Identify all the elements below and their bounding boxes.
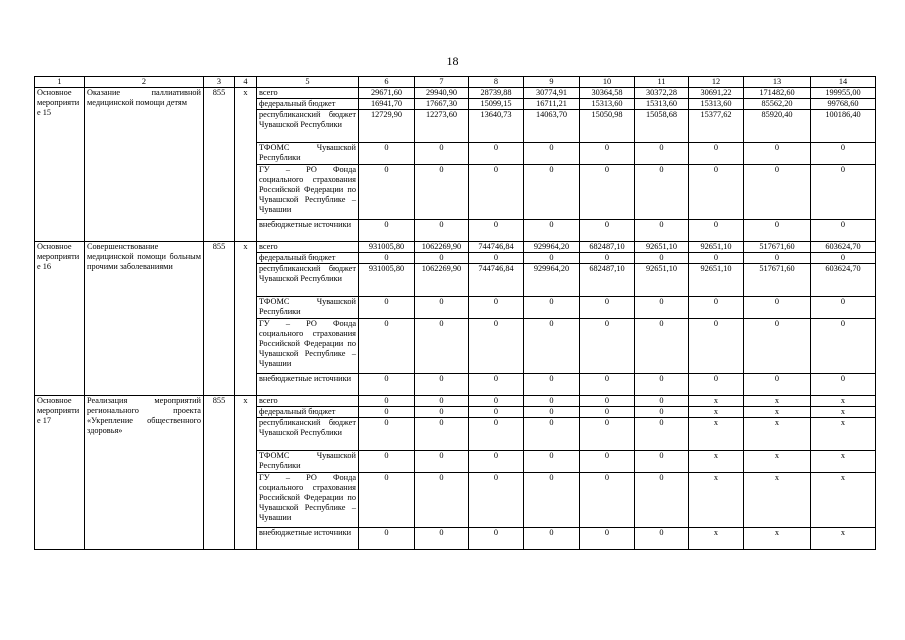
amount-cell: 0 (635, 528, 689, 550)
column-header: 12 (689, 77, 744, 88)
amount-cell: 0 (415, 253, 469, 264)
amount-cell: 0 (580, 374, 635, 396)
amount-cell: 0 (744, 143, 811, 165)
page-number: 18 (446, 54, 459, 68)
amount-cell: 682487,10 (580, 242, 635, 253)
amount-cell: 603624,70 (811, 264, 876, 297)
amount-cell: 0 (635, 451, 689, 473)
amount-cell: 0 (689, 253, 744, 264)
column-header: 11 (635, 77, 689, 88)
amount-cell: 0 (469, 297, 524, 319)
amount-cell: x (689, 407, 744, 418)
column-header: 2 (85, 77, 204, 88)
amount-cell: 0 (580, 165, 635, 220)
amount-cell: 0 (580, 143, 635, 165)
amount-cell: 0 (359, 165, 415, 220)
amount-cell: 0 (689, 319, 744, 374)
code-cell: 855 (204, 396, 235, 550)
amount-cell: 0 (635, 374, 689, 396)
amount-cell: 15313,60 (689, 99, 744, 110)
amount-cell: x (689, 396, 744, 407)
table-row (35, 242, 876, 253)
funding-source-cell: всего (257, 88, 359, 99)
amount-cell: 0 (689, 297, 744, 319)
amount-cell: 0 (524, 528, 580, 550)
column-header: 9 (524, 77, 580, 88)
amount-cell: x (811, 528, 876, 550)
amount-cell: 1062269,90 (415, 264, 469, 297)
amount-cell: 0 (580, 418, 635, 451)
amount-cell: 0 (359, 220, 415, 242)
amount-cell: 0 (524, 451, 580, 473)
amount-cell: 0 (811, 143, 876, 165)
amount-cell: 744746,84 (469, 264, 524, 297)
measure-name-cell: Основное мероприятие 15 (35, 88, 85, 242)
amount-cell: 29940,90 (415, 88, 469, 99)
funding-source-cell: ГУ – РО Фонда социального страхования Российской Федерации по Чувашской Республике – Чувашии (257, 473, 359, 528)
column-header: 13 (744, 77, 811, 88)
amount-cell: 0 (580, 297, 635, 319)
amount-cell: 0 (359, 253, 415, 264)
table-row (35, 396, 876, 407)
amount-cell: 0 (524, 374, 580, 396)
amount-cell: 85562,20 (744, 99, 811, 110)
funding-source-cell: ТФОМС Чувашской Республики (257, 297, 359, 319)
amount-cell: 92651,10 (635, 264, 689, 297)
amount-cell: 744746,84 (469, 242, 524, 253)
table-row (35, 88, 876, 99)
code-cell: 855 (204, 242, 235, 396)
amount-cell: 0 (469, 407, 524, 418)
amount-cell: 14063,70 (524, 110, 580, 143)
amount-cell: 199955,00 (811, 88, 876, 99)
amount-cell: 0 (415, 319, 469, 374)
amount-cell: 0 (635, 418, 689, 451)
marker-cell: x (235, 242, 257, 396)
amount-cell: 0 (524, 319, 580, 374)
amount-cell: 0 (359, 374, 415, 396)
column-number-row (35, 77, 876, 88)
amount-cell: 0 (359, 473, 415, 528)
amount-cell: 12729,90 (359, 110, 415, 143)
amount-cell: 0 (635, 473, 689, 528)
amount-cell: 0 (811, 319, 876, 374)
amount-cell: 0 (744, 253, 811, 264)
funding-source-cell: республиканский бюджет Чувашской Республики (257, 418, 359, 451)
funding-source-cell: республиканский бюджет Чувашской Республики (257, 110, 359, 143)
funding-source-cell: ГУ – РО Фонда социального страхования Российской Федерации по Чувашской Республике – Чувашии (257, 319, 359, 374)
amount-cell: 0 (744, 297, 811, 319)
amount-cell: 0 (580, 473, 635, 528)
amount-cell: 15313,60 (635, 99, 689, 110)
amount-cell: 0 (580, 253, 635, 264)
amount-cell: 0 (744, 319, 811, 374)
funding-source-cell: федеральный бюджет (257, 99, 359, 110)
amount-cell: 0 (469, 220, 524, 242)
amount-cell: 99768,60 (811, 99, 876, 110)
column-header: 6 (359, 77, 415, 88)
amount-cell: 0 (524, 396, 580, 407)
amount-cell: 0 (359, 297, 415, 319)
amount-cell: 0 (469, 473, 524, 528)
amount-cell: 0 (811, 253, 876, 264)
amount-cell: 15377,62 (689, 110, 744, 143)
amount-cell: x (811, 418, 876, 451)
amount-cell: 16711,21 (524, 99, 580, 110)
funding-source-cell: ГУ – РО Фонда социального страхования Российской Федерации по Чувашской Республике – Чувашии (257, 165, 359, 220)
amount-cell: 0 (524, 297, 580, 319)
marker-cell: x (235, 88, 257, 242)
amount-cell: 0 (469, 319, 524, 374)
amount-cell: x (811, 473, 876, 528)
amount-cell: x (744, 418, 811, 451)
amount-cell: 929964,20 (524, 242, 580, 253)
funding-source-cell: ТФОМС Чувашской Республики (257, 143, 359, 165)
amount-cell: 92651,10 (689, 264, 744, 297)
amount-cell: 0 (689, 165, 744, 220)
measure-name-cell: Основное мероприятие 17 (35, 396, 85, 550)
amount-cell: 0 (635, 220, 689, 242)
funding-source-cell: ТФОМС Чувашской Республики (257, 451, 359, 473)
amount-cell: 0 (811, 374, 876, 396)
amount-cell: 0 (580, 319, 635, 374)
amount-cell: 0 (415, 374, 469, 396)
amount-cell: 0 (580, 451, 635, 473)
amount-cell: 28739,88 (469, 88, 524, 99)
amount-cell: 0 (635, 396, 689, 407)
column-header: 14 (811, 77, 876, 88)
amount-cell: x (811, 396, 876, 407)
amount-cell: 171482,60 (744, 88, 811, 99)
funding-source-cell: всего (257, 242, 359, 253)
amount-cell: 0 (359, 418, 415, 451)
amount-cell: 85920,40 (744, 110, 811, 143)
amount-cell: 0 (469, 165, 524, 220)
column-header: 3 (204, 77, 235, 88)
column-header: 8 (469, 77, 524, 88)
amount-cell: 517671,60 (744, 264, 811, 297)
amount-cell: 30774,91 (524, 88, 580, 99)
column-header: 1 (35, 77, 85, 88)
funding-source-cell: всего (257, 396, 359, 407)
amount-cell: 0 (744, 165, 811, 220)
amount-cell: x (744, 528, 811, 550)
code-cell: 855 (204, 88, 235, 242)
column-header: 5 (257, 77, 359, 88)
amount-cell: 0 (415, 473, 469, 528)
amount-cell: 0 (415, 451, 469, 473)
marker-cell: x (235, 396, 257, 550)
amount-cell: x (689, 418, 744, 451)
amount-cell: 929964,20 (524, 264, 580, 297)
amount-cell: 0 (689, 220, 744, 242)
amount-cell: 0 (469, 253, 524, 264)
amount-cell: 15050,98 (580, 110, 635, 143)
amount-cell: 0 (415, 165, 469, 220)
amount-cell: 0 (580, 220, 635, 242)
amount-cell: 1062269,90 (415, 242, 469, 253)
amount-cell: 0 (415, 418, 469, 451)
amount-cell: 15313,60 (580, 99, 635, 110)
amount-cell: 0 (744, 374, 811, 396)
amount-cell: x (744, 407, 811, 418)
amount-cell: 13640,73 (469, 110, 524, 143)
amount-cell: x (689, 473, 744, 528)
amount-cell: 15099,15 (469, 99, 524, 110)
amount-cell: 92651,10 (635, 242, 689, 253)
amount-cell: 0 (635, 407, 689, 418)
amount-cell: 603624,70 (811, 242, 876, 253)
amount-cell: 100186,40 (811, 110, 876, 143)
funding-source-cell: внебюджетные источники (257, 220, 359, 242)
amount-cell: x (811, 407, 876, 418)
amount-cell: 0 (469, 418, 524, 451)
amount-cell: 30372,28 (635, 88, 689, 99)
amount-cell: x (689, 528, 744, 550)
amount-cell: 0 (524, 418, 580, 451)
amount-cell: 0 (524, 473, 580, 528)
amount-cell: 0 (415, 528, 469, 550)
amount-cell: 0 (415, 396, 469, 407)
amount-cell: 0 (415, 297, 469, 319)
amount-cell: x (744, 396, 811, 407)
amount-cell: 0 (469, 451, 524, 473)
amount-cell: 0 (635, 143, 689, 165)
amount-cell: 517671,60 (744, 242, 811, 253)
amount-cell: 0 (469, 374, 524, 396)
funding-source-cell: федеральный бюджет (257, 407, 359, 418)
amount-cell: 0 (689, 374, 744, 396)
column-header: 4 (235, 77, 257, 88)
amount-cell: 0 (811, 297, 876, 319)
amount-cell: 30364,58 (580, 88, 635, 99)
amount-cell: 16941,70 (359, 99, 415, 110)
amount-cell: 92651,10 (689, 242, 744, 253)
amount-cell: 0 (469, 528, 524, 550)
measure-description-cell: Оказание паллиативной медицинской помощи детям (85, 88, 204, 242)
amount-cell: 0 (524, 165, 580, 220)
amount-cell: 0 (811, 165, 876, 220)
measure-name-cell: Основное мероприятие 16 (35, 242, 85, 396)
amount-cell: 0 (359, 407, 415, 418)
amount-cell: 0 (359, 143, 415, 165)
amount-cell: 0 (524, 220, 580, 242)
amount-cell: x (811, 451, 876, 473)
funding-source-cell: внебюджетные источники (257, 528, 359, 550)
amount-cell: 15058,68 (635, 110, 689, 143)
measure-description-cell: Реализация мероприятий регионального проекта «Укрепление общественного здоровья» (85, 396, 204, 550)
amount-cell: 0 (580, 407, 635, 418)
amount-cell: x (744, 451, 811, 473)
amount-cell: 0 (415, 407, 469, 418)
column-header: 7 (415, 77, 469, 88)
amount-cell: 0 (359, 451, 415, 473)
amount-cell: 0 (469, 396, 524, 407)
amount-cell: 0 (580, 396, 635, 407)
funding-source-cell: республиканский бюджет Чувашской Республики (257, 264, 359, 297)
budget-table (34, 76, 876, 550)
amount-cell: x (744, 473, 811, 528)
amount-cell: 0 (689, 143, 744, 165)
amount-cell: 0 (359, 319, 415, 374)
amount-cell: 12273,60 (415, 110, 469, 143)
amount-cell: 931005,80 (359, 264, 415, 297)
amount-cell: 0 (415, 143, 469, 165)
funding-source-cell: федеральный бюджет (257, 253, 359, 264)
measure-description-cell: Совершенствование медицинской помощи больным прочими заболеваниями (85, 242, 204, 396)
amount-cell: 30691,22 (689, 88, 744, 99)
amount-cell: 0 (635, 165, 689, 220)
amount-cell: 0 (359, 396, 415, 407)
amount-cell: 0 (359, 528, 415, 550)
amount-cell: 0 (524, 143, 580, 165)
amount-cell: 682487,10 (580, 264, 635, 297)
amount-cell: 0 (635, 319, 689, 374)
amount-cell: 0 (811, 220, 876, 242)
amount-cell: x (689, 451, 744, 473)
amount-cell: 0 (524, 407, 580, 418)
amount-cell: 0 (635, 297, 689, 319)
amount-cell: 29671,60 (359, 88, 415, 99)
amount-cell: 931005,80 (359, 242, 415, 253)
amount-cell: 0 (635, 253, 689, 264)
amount-cell: 0 (744, 220, 811, 242)
column-header: 10 (580, 77, 635, 88)
amount-cell: 0 (415, 220, 469, 242)
funding-source-cell: внебюджетные источники (257, 374, 359, 396)
amount-cell: 0 (469, 143, 524, 165)
amount-cell: 0 (580, 528, 635, 550)
amount-cell: 17667,30 (415, 99, 469, 110)
amount-cell: 0 (524, 253, 580, 264)
